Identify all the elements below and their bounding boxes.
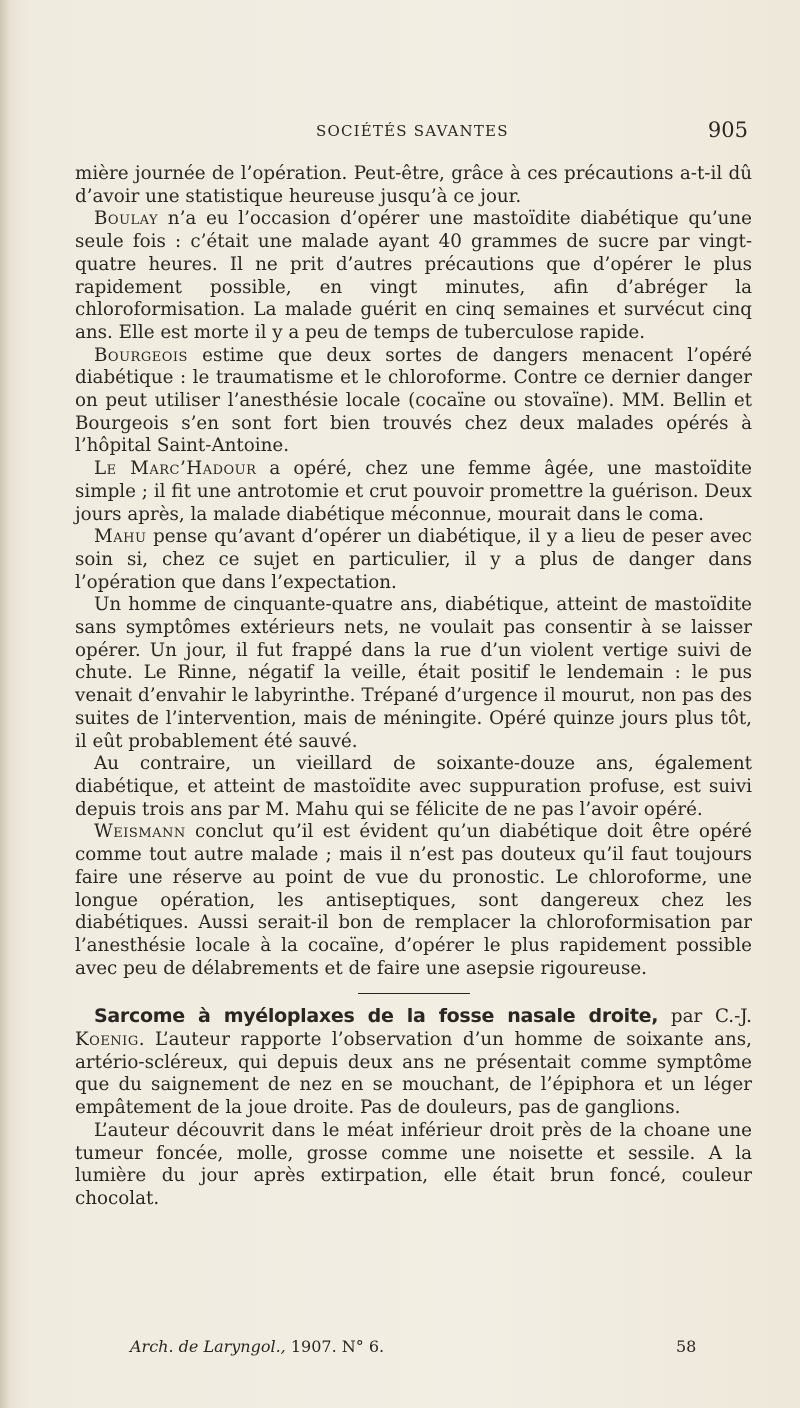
paragraph [75,821,752,980]
paragraph-text: pense qu’avant d’opérer un diabétique, il y a lieu de peser avec soin si, chez ce sujet en particulier, il y a plus de danger dans l’opération que dans l’expectation. [75,526,752,593]
page-body [75,163,752,1211]
signature-mark: 58 [676,1337,697,1356]
paragraph-text: L’auteur rapporte l’observation d’un homme de soixante ans, artério-scléreux, qui depuis deux ans ne présentait comme symptôme que du saignement de nez en se mouchant, de l’épiphora et un léger empâtement de la joue droite. Pas de douleurs, pas de ganglions. [75,1029,752,1119]
section-title: SOCIÉTÉS SAVANTES [316,122,509,140]
journal-reference [130,1337,384,1356]
paragraph: mière journée de l’opération. Peut-être, grâce à ces précautions a-t-il dû d’avoir une statistique heureuse jusqu’à ce jour. [75,163,752,207]
paragraph: Au contraire, un vieillard de soixante-douze ans, également diabétique, et atteint de mastoïdite avec suppuration profuse, est suivi depuis trois ans par M. Mahu qui se félicite de ne pas l’avoir opéré. [75,753,752,820]
paragraph-text: n’a eu l’occasion d’opérer une mastoïdite diabétique qu’une seule fois : c’était une malade ayant 40 grammes de sucre par vingt-quatre heures. Il ne prit d’autres précautions que d’opérer le plus rapidement possible, en vingt minutes, afin d’abréger la chloroformisation. La malade guérit en cinq semaines et survécut cinq ans. Elle est morte il y a peu de temps de tuberculose rapide. [75,208,752,343]
journal-name: Arch. de Laryngol., [130,1337,286,1356]
speaker-name: Weismann [94,821,186,843]
article-title: Sarcome à myéloplaxes de la fosse nasale droite, [94,1005,659,1028]
page-number: 905 [707,118,748,142]
paragraph-text: estime que deux sortes de dangers menacent l’opéré diabétique : le traumatisme et le chloroforme. Contre ce dernier danger on peut utiliser l’anesthésie locale (cocaïne ou stovaïne). MM. Bellin et Bourgeois s’en sont fort bien trouvés chez deux malades opérés à l’hôpital Saint-Antoine. [75,344,752,457]
speaker-name: Boulay [94,208,159,230]
article-paragraph [75,1005,752,1120]
section-divider [358,993,470,994]
article-paragraph: L’auteur découvrit dans le méat inférieur droit près de la choane une tumeur foncée, molle, grosse comme une noisette et sessile. A la lumière du jour après extirpation, elle était brun foncé, couleur chocolat. [75,1119,752,1209]
paragraph [75,526,752,594]
byline-suffix: . [138,1029,145,1051]
journal-issue: 1907. N° 6. [285,1337,385,1356]
paragraph [75,458,752,526]
paragraph-text: a opéré, chez une femme âgée, une mastoïdite simple ; il fit une antrotomie et crut pouvoir promettre la guérison. Deux jours après, la malade diabétique méconnue, mourait dans le coma. [75,458,753,525]
article-author: Koenig [75,1029,139,1051]
speaker-name: Mahu [94,526,147,548]
page-footer [0,1337,800,1363]
paragraph: Un homme de cinquante-quatre ans, diabétique, atteint de mastoïdite sans symptômes extérieurs nets, ne voulait pas consentir à se laisser opérer. Un jour, il fut frappé dans la rue d’un violent vertige suivi de chute. Le Rinne, négatif la veille, était positif le lendemain : le pus venait d’envahir le labyrinthe. Trépané d’urgence il mourut, non pas des suites de l’intervention, mais de méningite. Opéré quinze jours plus tôt, il eût probablement été sauvé. [75,594,752,752]
paragraph [75,345,752,459]
speaker-name: Bourgeois [94,344,188,366]
byline-prefix: par C.-J. [658,1006,752,1028]
running-head [0,118,800,148]
paragraph [75,208,752,344]
speaker-name: Le Marc’Hadour [94,458,257,480]
paragraph-text: conclut qu’il est évident qu’un diabétique doit être opéré comme tout autre malade ; mais il n’est pas douteux qu’il faut toujours faire une réserve au point de vue du pronostic. Le chloroforme, une longue opération, les antiseptiques, sont dangereux chez les diabétiques. Aussi serait-il bon de remplacer la chloroformisation par l’anesthésie locale à la cocaïne, d’opérer le plus rapidement possible avec peu de délabrements et de faire une asepsie rigoureuse. [75,821,752,979]
